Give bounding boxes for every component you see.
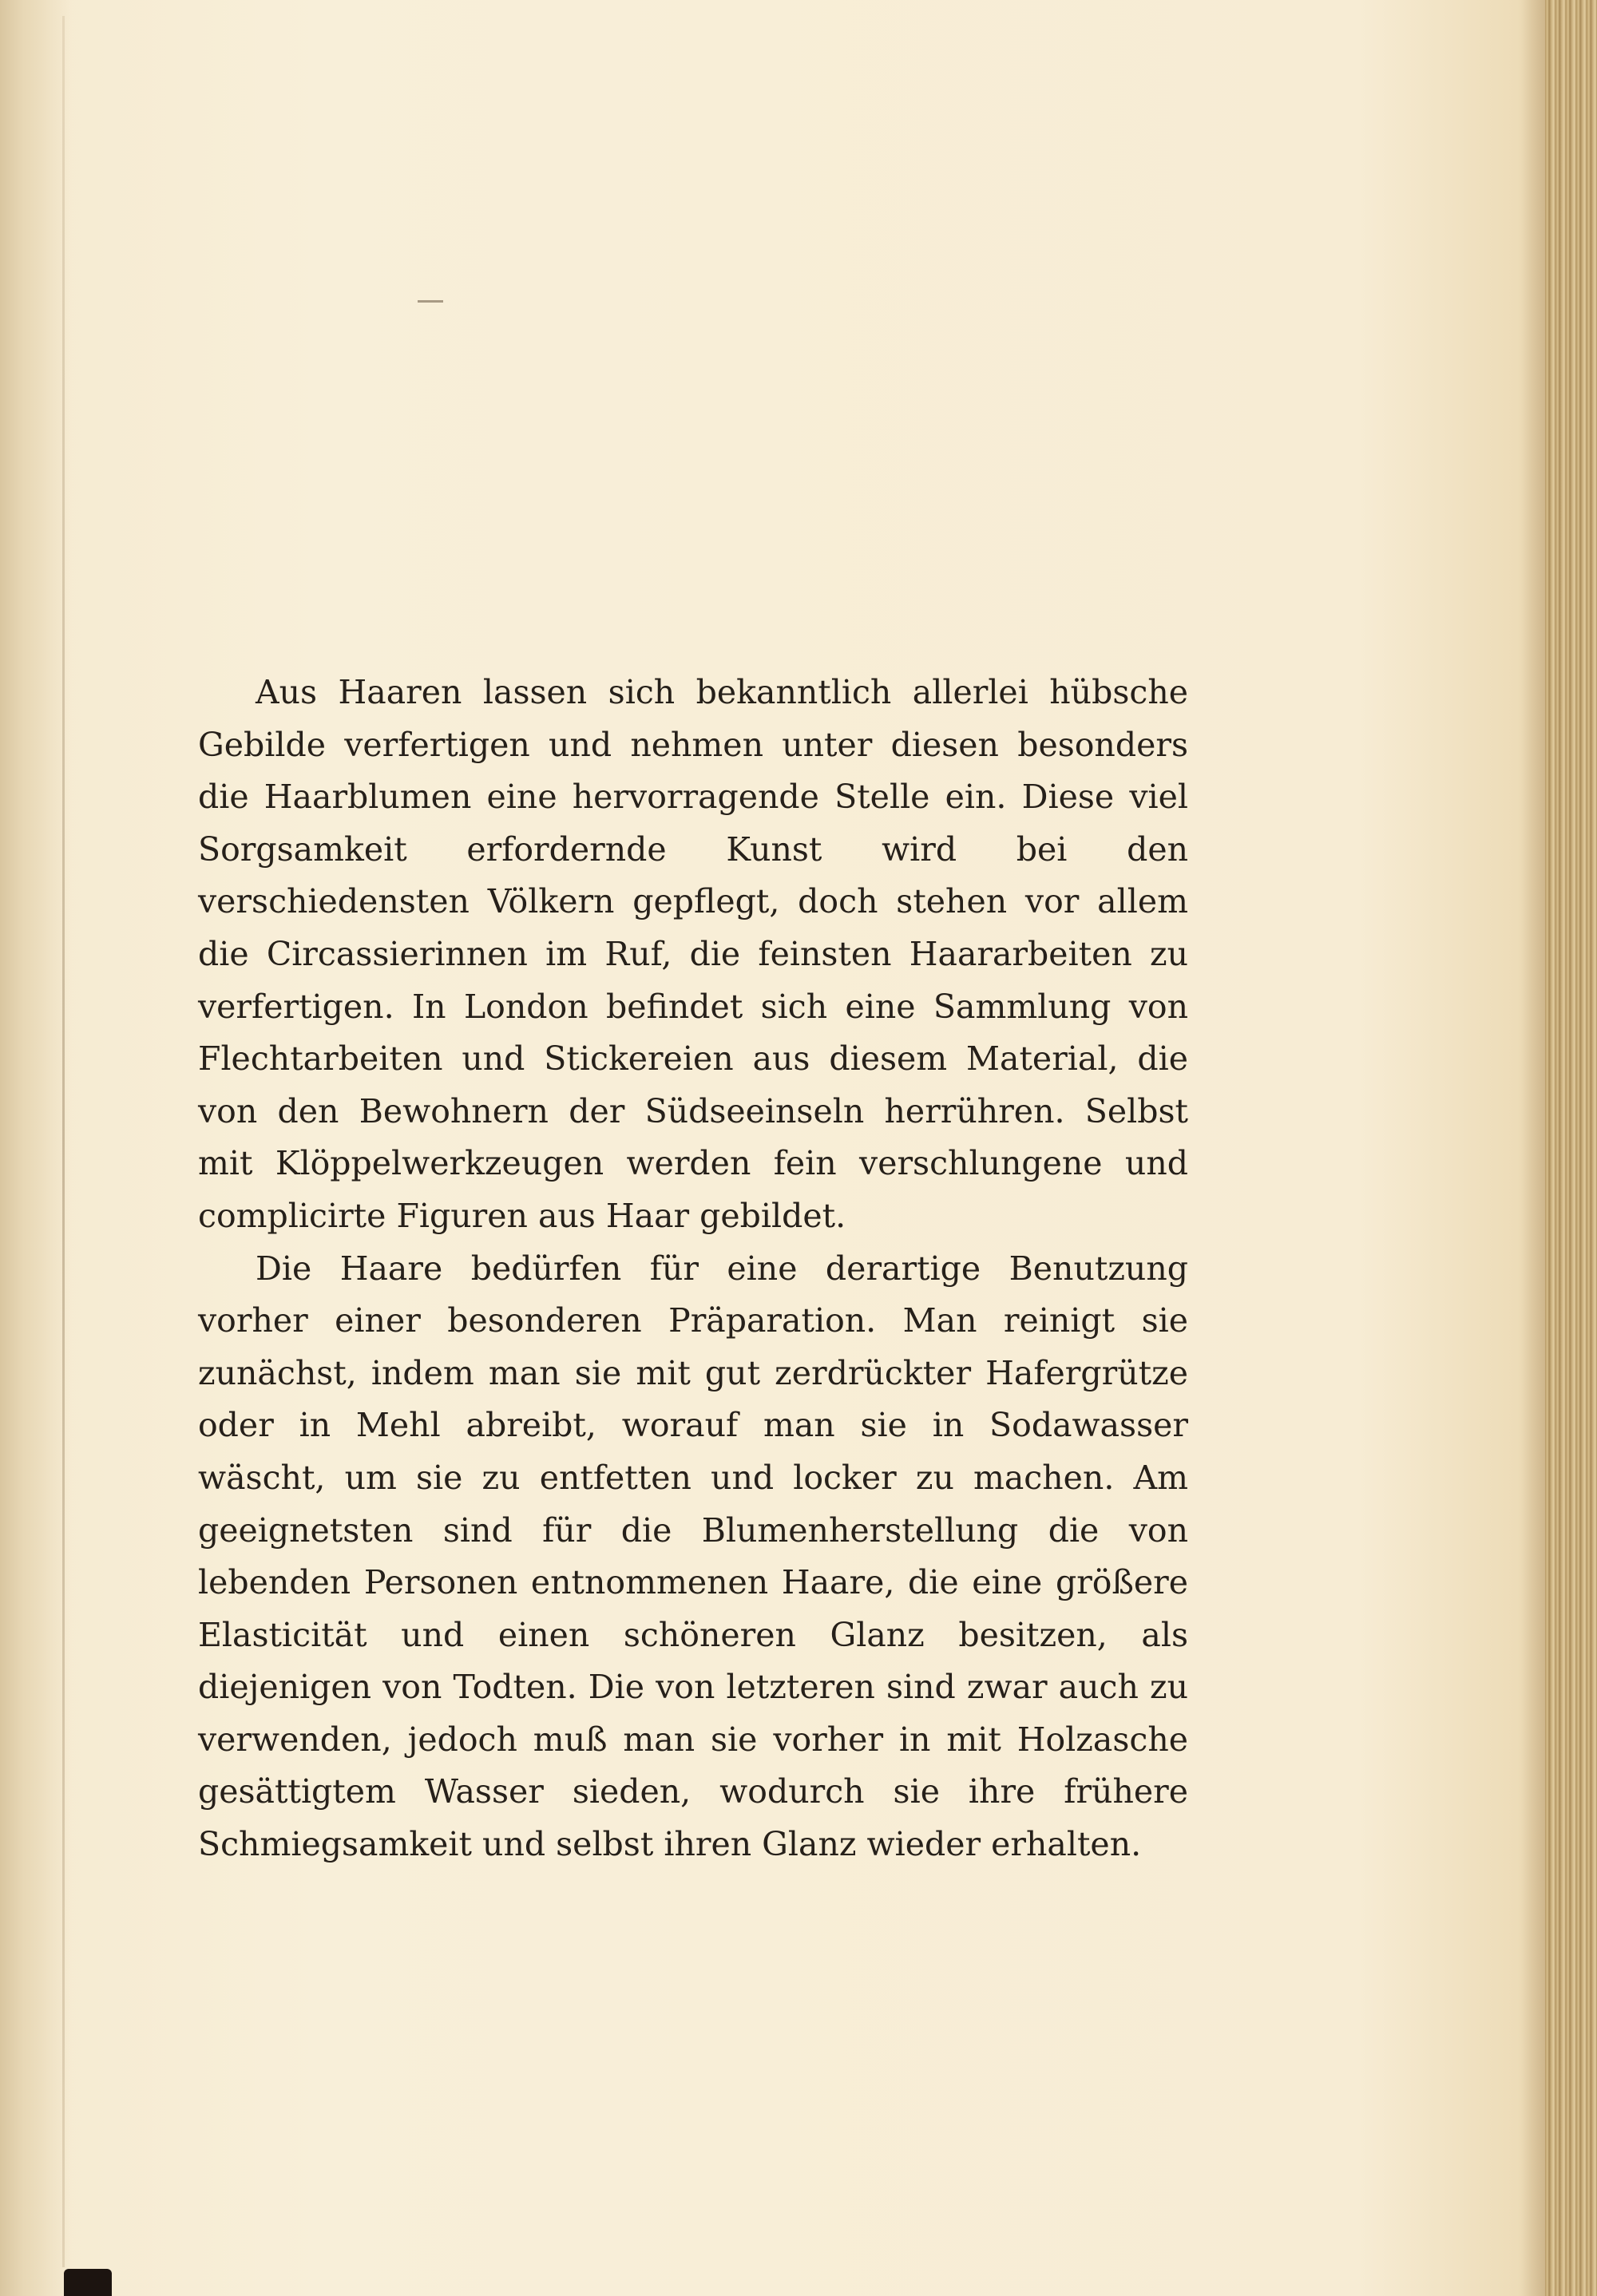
paragraph-1: Aus Haaren lassen sich bekanntlich allerlei hübsche Gebilde verfertigen und nehmen unter diesen besonders die Haarblumen eine hervorragende Stelle ein. Diese viel Sorgsamkeit erfordernde Kunst wird bei den verschiedensten Völkern gepflegt, doch stehen vor allem die Circassierinnen im Ruf, die feinsten Haararbeiten zu verfertigen. In London befindet sich eine Sammlung von Flechtarbeiten und Stickereien aus diesem Material, die von den Bewohnern der Südseeinseln herrühren. Selbst mit Klöppelwerkzeugen werden fein verschlungene und complicirte Figuren aus Haar gebildet. [198, 673, 1188, 1235]
page-edges [1545, 0, 1597, 2296]
binding-corner [64, 2269, 112, 2296]
paragraph-2: Die Haare bedürfen für eine derartige Benutzung vorher einer besonderen Präparation. Man reinigt sie zunächst, indem man sie mit gut zerdrückter Hafergrütze oder in Mehl abreibt, worauf man sie in Sodawasser wäscht, um sie zu entfetten und locker zu machen. Am geeignetsten sind für die Blumenherstellung die von lebenden Personen entnommenen Haare, die eine größere Elasticität und einen schöneren Glanz besitzen, als diejenigen von Todten. Die von letzteren sind zwar auch zu verwenden, jedoch muß man sie vorher in mit Holzasche gesättigtem Wasser sieden, wodurch sie ihre frühere Schmiegsamkeit und selbst ihren Glanz wieder erhalten. [198, 1249, 1188, 1864]
body-text [198, 667, 1188, 1871]
gutter-shadow [0, 0, 72, 2296]
binding-fold [62, 16, 65, 2267]
stray-mark [418, 300, 443, 303]
